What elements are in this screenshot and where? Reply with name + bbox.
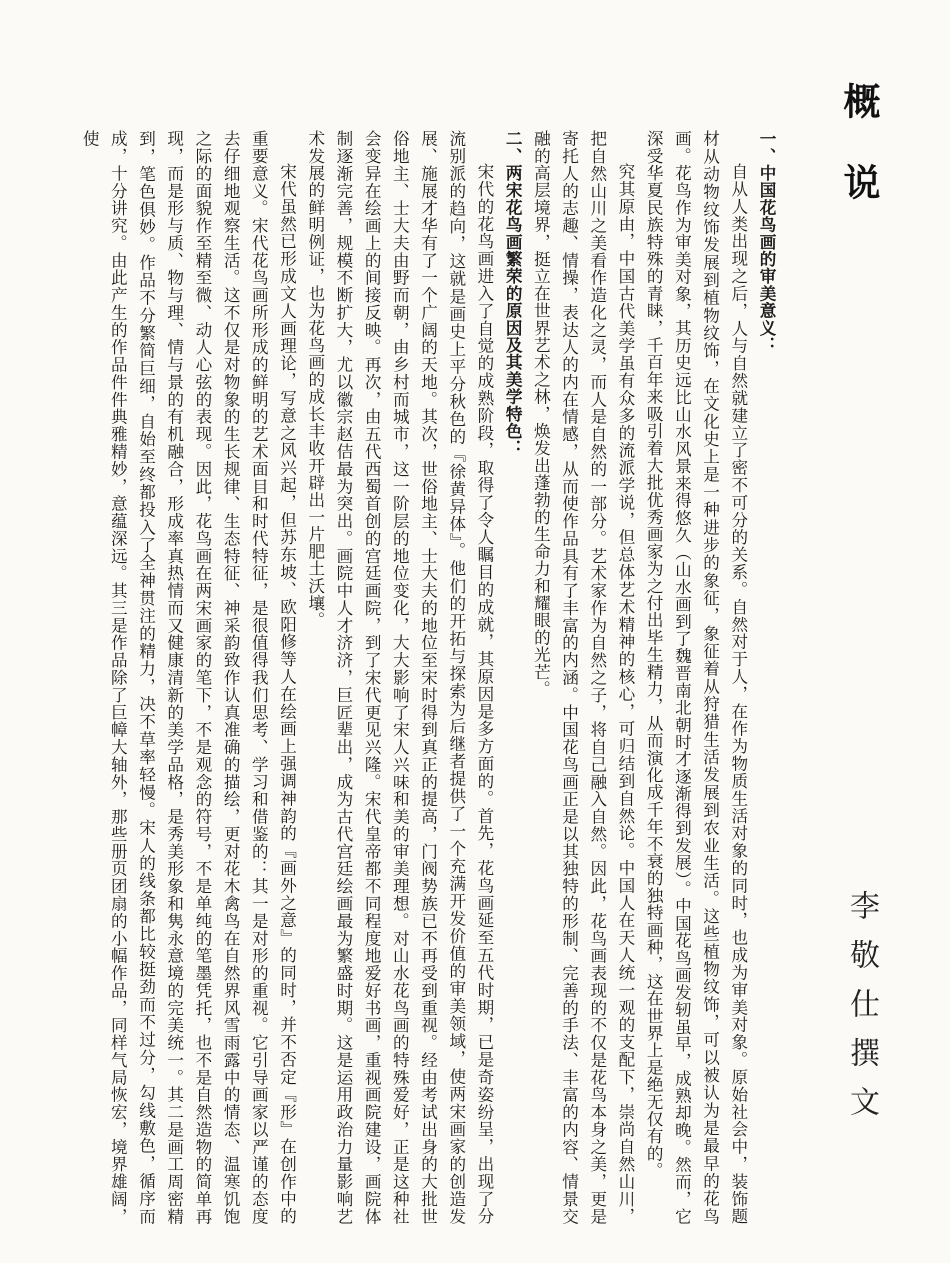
paragraph: 宋代的花鸟画进入了自觉的成熟阶段，取得了令人瞩目的成就，其原因是多方面的。首先，花鸟画延至五代时期，已是奇姿纷呈，出现了分流别派的趋向，这就是画史上平分秋色的『徐黄异体』。他们的开拓与探索为后继者提供了一个充满开发价值的审美领域，使两宋画家的创造发展、施展才华有了一个广阔的天地。其次，世俗地主、士大夫的地位至宋时得到真正的提高，门阀势族已不再受到重视。经由考试出身的大批世俗地主、士大夫由野而朝，由乡村而城市，这一阶层的地位变化，大大影响了宋人兴味和美的审美理想。对山水花鸟画的特殊爱好，正是这种社会变异在绘画上的间接反映。再次，由五代西蜀首创的宫廷画院，到了宋代更见兴隆。宋代皇帝都不同程度地爱好书画，重视画院建设，画院体制逐渐完善，规模不断扩大，尤以徽宗赵佶最为突出。画院中人才济济，巨匠辈出，成为古代宫廷绘画最为繁盛时期。这是运用政治力量影响艺术发展的鲜明例证，也为花鸟画的成长丰收开辟出一片肥土沃壤。: [305, 130, 494, 1225]
page-title: 概说: [837, 82, 880, 244]
section-heading-1: 一、中国花鸟画的审美意义：: [757, 130, 776, 354]
article-body: [30, 130, 780, 1225]
paragraph: 自从人类出现之后，人与自然就建立了密不可分的关系。自然对于人，在作为物质生活对象的同时，也成为审美对象。原始社会中，装饰题材从动物纹饰发展到植物纹饰，在文化史上是一种进步的象征，象征着从狩猎生活发展到农业生活。这些植物纹饰，可以被认为是最早的花鸟画。花鸟作为审美对象，其历史远比山水风景来得悠久（山水画到了魏晋南北朝时才逐渐得到发展）。中国花鸟画发轫虽早，成熟却晚。然而，它深受华夏民族特殊的青睐，千百年来吸引着大批优秀画家为之付出毕生精力，从而演化成千年不衰的独特画种，这在世界上是绝无仅有的。: [644, 130, 748, 1225]
section-heading-2: 二、两宋花鸟画繁荣的原因及其美学特色：: [503, 130, 523, 457]
paragraph: 宋代虽然已形成文人画理论，写意之风兴起，但苏东坡、欧阳修等人在绘画上强调神韵的『画外之意』的同时，并不否定『形』在创作中的重要意义。宋代花鸟画所形成的鲜明的艺术面目和时代特征，是很值得我们思考、学习和借鉴的：其一是对形的重视。它引导画家以严谨的态度去仔细地观察生活。这不仅是对物象的生长规律、生态特征、神采韵致作认真准确的描绘，更对花木禽鸟在自然界风雪雨露中的情态、温寒饥饱之际的面貌作至精至微、动人心弦的表现。因此，花鸟画在两宋画家的笔下，不是观念的符号，不是单纯的笔墨凭托，也不是自然造物的简单再现，而是形与质、物与理、情与景的有机融合，形成率真热情而又健康清新的美学品格，是秀美形象和隽永意境的完美统一。其二是画工周密精到，笔色俱妙。作品不分繁简巨细，自始至终都投入了全神贯注的精力，决不草率轻慢。宋人的线条都比较挺劲而不过分，勾线敷色，循序而成，十分讲究。由此产生的作品件件典雅精妙，意蕴深远。其三是作品除了巨幛大轴外，那些册页团扇的小幅作品，同样气局恢宏，境界雄阔，使: [80, 130, 297, 1225]
author-byline: 李敬仕撰文: [844, 890, 879, 1135]
paragraph: 究其原由，中国古代美学虽有众多的流派学说，但总体艺术精神的核心，可归结到自然论。中国人在天人统一观的支配下，崇尚自然山川，把自然山川之美看作造化之灵，而人是自然的一部分。艺术家作为自然之子，将自己融入自然。因此，花鸟画表现的不仅是花鸟本身之美，更是寄托人的志趣、情操，表达人的内在情感，从而使作品具有了丰富的内涵。中国花鸟画正是以其独特的形制、完善的手法、丰富的内容、情景交融的高层境界，挺立在世界艺术之林，焕发出蓬勃的生命力和耀眼的光芒。: [531, 130, 635, 1225]
